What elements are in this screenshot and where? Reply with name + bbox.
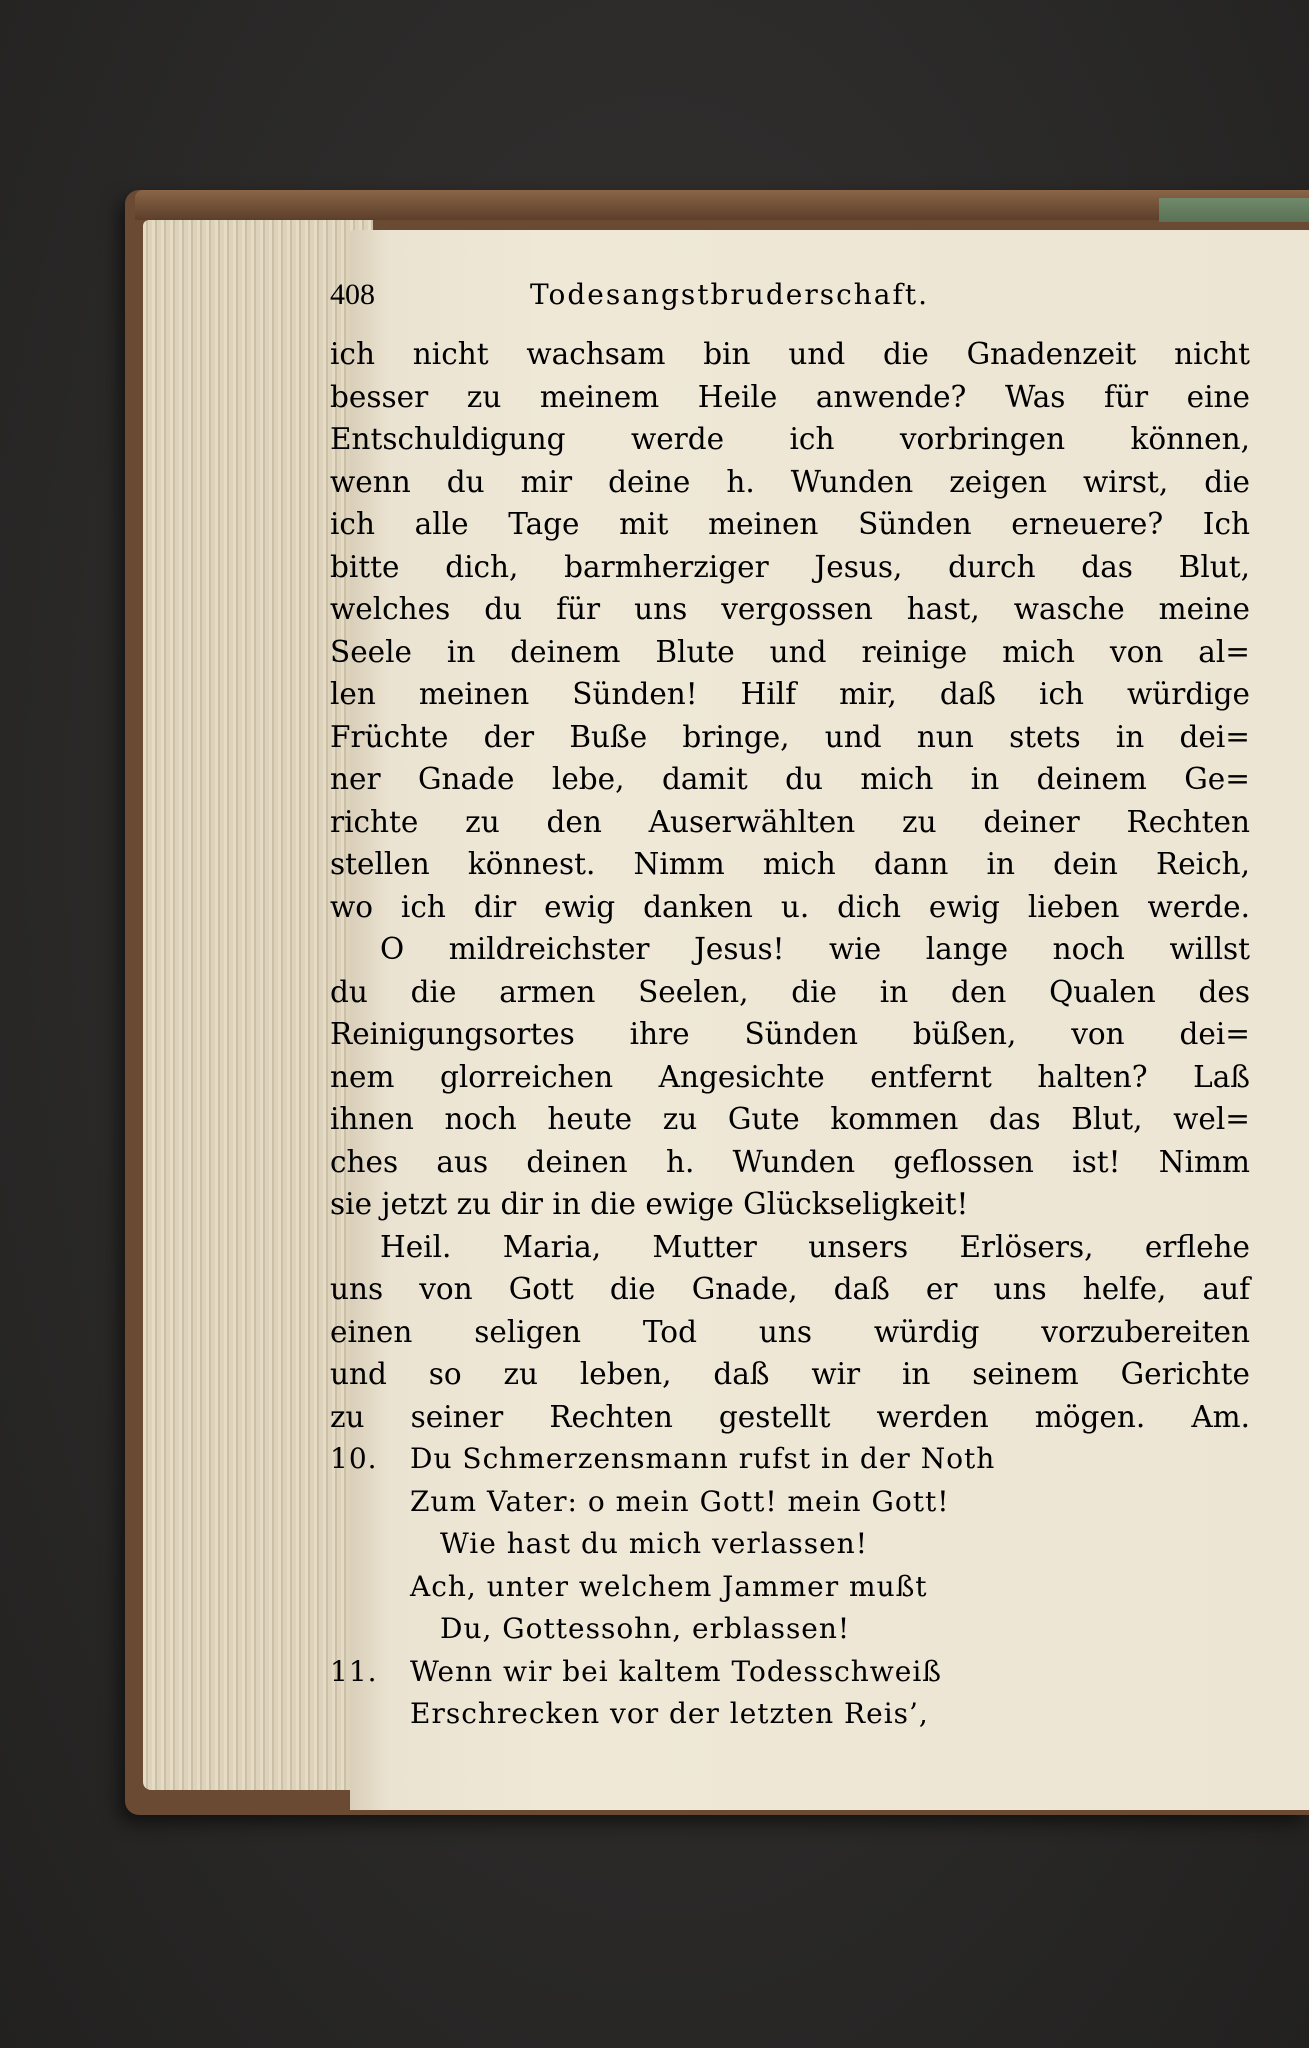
text-line: ihnen noch heute zu Gute kommen das Blut, wel= bbox=[330, 1102, 1250, 1136]
hymn-text: Du, Gottessohn, erblassen! bbox=[440, 1612, 851, 1645]
text-line: nem glorreichen Angesichte entfernt halten? Laß bbox=[330, 1059, 1250, 1094]
cover-green-edge bbox=[1159, 198, 1309, 222]
hymn-line bbox=[330, 1523, 1250, 1566]
text-line: besser zu meinem Heile anwende? Was für eine bbox=[330, 379, 1250, 414]
hymn-line bbox=[330, 1481, 1250, 1524]
text-line: ches aus deinen h. Wunden geflossen ist! Nimm bbox=[330, 1144, 1250, 1179]
running-title: Todesangstbruderschaft. bbox=[530, 278, 930, 311]
text-line: ich nicht wachsam bin und die Gnadenzeit nicht bbox=[330, 337, 1250, 371]
text-line: richte zu den Auserwählten zu deiner Rechten bbox=[330, 804, 1250, 839]
text-line: einen seligen Tod uns würdig vorzubereiten bbox=[330, 1314, 1250, 1349]
text-line: wo ich dir ewig danken u. dich ewig lieben werde. bbox=[330, 889, 1250, 924]
text-line: Reinigungsortes ihre Sünden büßen, von dei= bbox=[330, 1017, 1250, 1051]
hymn-text: Wie hast du mich verlassen! bbox=[440, 1527, 868, 1560]
body-text bbox=[330, 333, 1250, 1736]
text-line: O mildreichster Jesus! wie lange noch willst bbox=[380, 932, 1250, 966]
text-line: Früchte der Buße bringe, und nun stets in dei= bbox=[330, 719, 1250, 754]
hymn-line bbox=[330, 1693, 1250, 1736]
page-number: 408 bbox=[330, 278, 375, 311]
text-line: Seele in deinem Blute und reinige mich von al= bbox=[330, 634, 1250, 669]
book-spine-edge bbox=[135, 190, 1309, 220]
text-line: Heil. Maria, Mutter unsers Erlösers, erflehe bbox=[380, 1229, 1250, 1264]
text-line: wenn du mir deine h. Wunden zeigen wirst, die bbox=[330, 464, 1250, 499]
text-line: bitte dich, barmherziger Jesus, durch das Blut, bbox=[330, 549, 1250, 584]
page-header bbox=[330, 278, 1250, 322]
hymn-text: Wenn wir bei kaltem Todesschweiß bbox=[410, 1654, 942, 1688]
text-line: len meinen Sünden! Hilf mir, daß ich würdige bbox=[330, 677, 1250, 711]
hymn-line bbox=[330, 1566, 1250, 1609]
hymn-text: Ach, unter welchem Jammer mußt bbox=[410, 1569, 928, 1603]
text-line: uns von Gott die Gnade, daß er uns helfe, auf bbox=[330, 1272, 1250, 1306]
hymn-text: Erschrecken vor der letzten Reis’, bbox=[410, 1697, 929, 1730]
text-line: ner Gnade lebe, damit du mich in deinem Ge= bbox=[330, 762, 1250, 796]
verse-number: 10. bbox=[330, 1442, 378, 1475]
text-line: und so zu leben, daß wir in seinem Gerichte bbox=[330, 1357, 1250, 1391]
text-line: ich alle Tage mit meinen Sünden erneuere? Ich bbox=[330, 507, 1250, 541]
hymn-line bbox=[330, 1651, 1250, 1694]
hymn-text: Zum Vater: o mein Gott! mein Gott! bbox=[410, 1484, 950, 1518]
verse-number: 11. bbox=[330, 1654, 378, 1688]
text-line: welches du für uns vergossen hast, wasche meine bbox=[330, 592, 1250, 626]
text-line: Entschuldigung werde ich vorbringen können, bbox=[330, 422, 1250, 456]
text-line: stellen könnest. Nimm mich dann in dein Reich, bbox=[330, 847, 1250, 881]
hymn-text: Du Schmerzensmann rufst in der Noth bbox=[410, 1442, 996, 1475]
text-line: du die armen Seelen, die in den Qualen des bbox=[330, 974, 1250, 1009]
text-line: zu seiner Rechten gestellt werden mögen. Am. bbox=[330, 1399, 1250, 1434]
hymn-line bbox=[330, 1608, 1250, 1651]
hymn-line bbox=[330, 1438, 1250, 1481]
text-line: sie jetzt zu dir in die ewige Glückseligkeit! bbox=[330, 1187, 969, 1221]
